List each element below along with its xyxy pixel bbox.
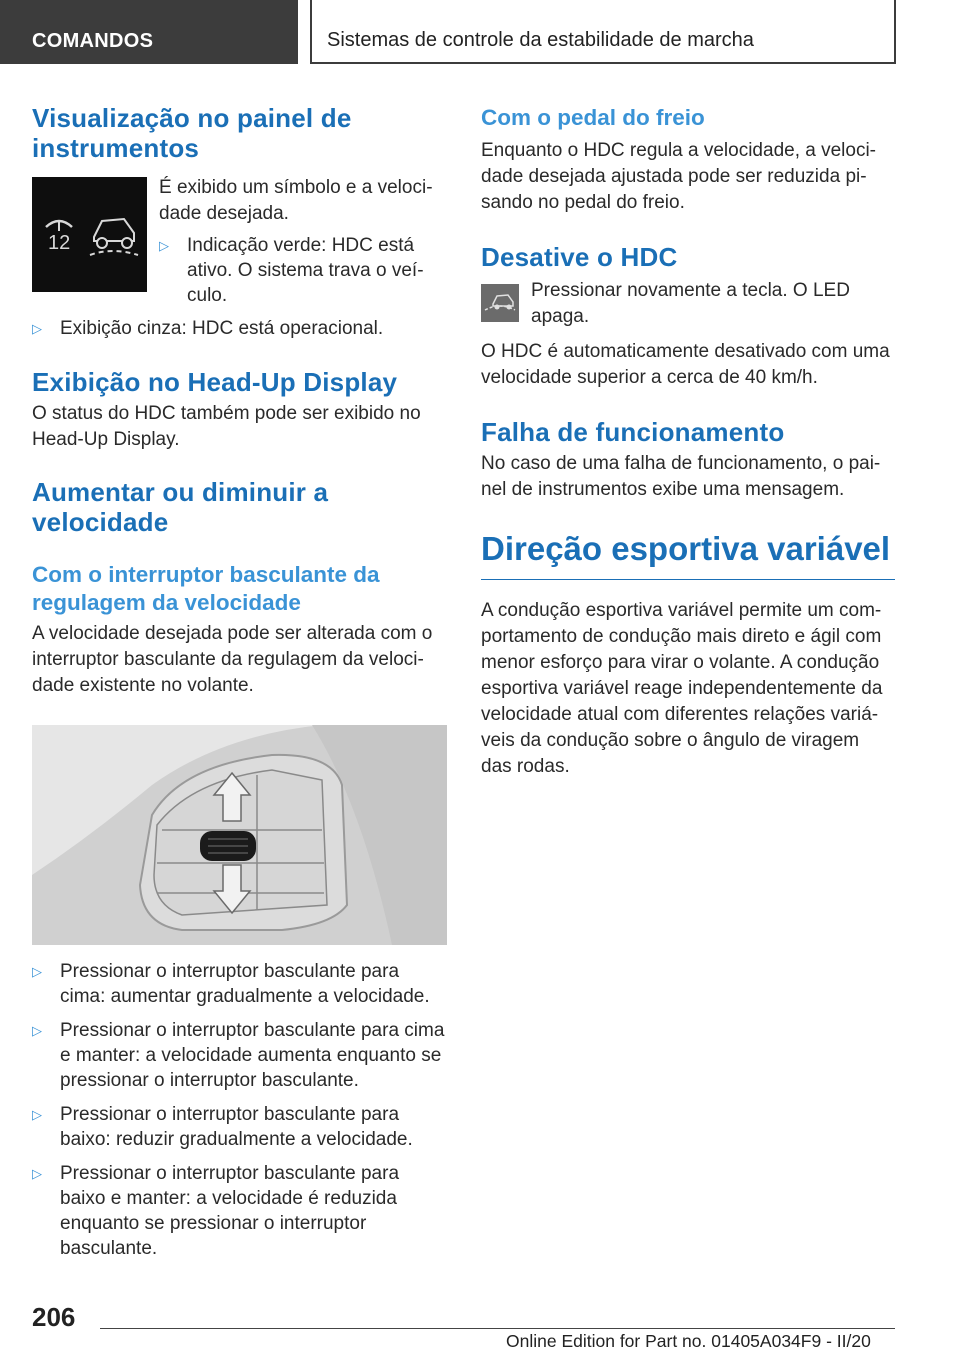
bullet-green-indicator: ▷ Indicação verde: HDC está ativo. O sistema trava o veí-culo. xyxy=(159,235,424,306)
heading-divider xyxy=(481,579,895,580)
steering-text: A condução esportiva variável permite um com-portamento de condução mais direto e ágil com menor esforço para virar o volante. A condução esportiva variável reage independentemente da velocidade atual com diferentes relações variá-veis da condução sobre o ângulo de viragem das rodas. xyxy=(481,600,883,777)
chapter-title: Sistemas de controle da estabilidade de marcha xyxy=(327,29,754,51)
footer-divider xyxy=(100,1328,895,1329)
speed-value: 12 xyxy=(48,232,71,254)
right-column xyxy=(481,100,895,780)
heading-rocker-switch: Com o interruptor basculante da regulagem da velocidade xyxy=(32,562,380,615)
heading-deactivate: Desative o HDC xyxy=(481,242,678,272)
section-tab xyxy=(0,0,298,64)
heading-instrument-display: Visualização no painel de instrumentos xyxy=(32,103,352,163)
steering-switch-photo xyxy=(32,725,447,945)
heading-variable-steering: Direção esportiva variável xyxy=(481,530,891,567)
brake-text: Enquanto o HDC regula a velocidade, a veloci-dade desejada ajustada pode ser reduzida pi-sando no pedal do freio. xyxy=(481,140,877,213)
chapter-header xyxy=(310,0,896,64)
bullet-triangle-icon: ▷ xyxy=(32,1166,42,1181)
hud-text: O status do HDC também pode ser exibido no Head-Up Display. xyxy=(32,403,421,450)
deactivate-text: Pressionar novamente a tecla. O LED apaga. xyxy=(531,280,850,327)
bullet-triangle-icon: ▷ xyxy=(32,321,42,336)
list-item: ▷ Pressionar o interruptor basculante para baixo e manter: a velocidade é reduzida enquanto se pressionar o interruptor basculante. xyxy=(32,1163,400,1259)
switch-text: A velocidade desejada pode ser alterada com o interruptor basculante da regulagem da veloci-dade existente no volante. xyxy=(32,623,433,696)
edition-info: Online Edition for Part no. 01405A034F9 - II/20 xyxy=(506,1331,871,1351)
bullet-triangle-icon: ▷ xyxy=(159,238,169,253)
hdc-instrument-icon xyxy=(32,177,147,292)
bullet-gray-indicator: ▷ Exibição cinza: HDC está operacional. xyxy=(32,318,384,339)
left-column xyxy=(32,100,447,1261)
fault-text: No caso de uma falha de funcionamento, o pai-nel de instrumentos exibe uma mensagem. xyxy=(481,453,881,500)
page-number: 206 xyxy=(32,1302,76,1332)
instrument-text: É exibido um símbolo e a veloci-dade desejada. xyxy=(159,177,433,224)
heading-fault: Falha de funcionamento xyxy=(481,417,785,447)
list-item: ▷ Pressionar o interruptor basculante para cima: aumentar gradualmente a velocidade. xyxy=(32,961,430,1007)
bullet-triangle-icon: ▷ xyxy=(32,964,42,979)
heading-speed: Aumentar ou diminuir a velocidade xyxy=(32,477,329,537)
bullet-triangle-icon: ▷ xyxy=(32,1107,42,1122)
heading-brake-pedal: Com o pedal do freio xyxy=(481,105,705,130)
heading-hud: Exibição no Head-Up Display xyxy=(32,367,398,397)
rocker-bullet-list xyxy=(32,959,447,1261)
hdc-button-icon xyxy=(481,284,519,322)
bullet-triangle-icon: ▷ xyxy=(32,1023,42,1038)
auto-deactivate-text: O HDC é automaticamente desativado com uma velocidade superior a cerca de 40 km/h. xyxy=(481,341,890,388)
list-item: ▷ Pressionar o interruptor basculante para baixo: reduzir gradualmente a velocidade. xyxy=(32,1104,413,1150)
section-label: COMANDOS xyxy=(32,30,154,52)
list-item: ▷ Pressionar o interruptor basculante para cima e manter: a velocidade aumenta enquanto se pressionar o interruptor basculante. xyxy=(32,1020,445,1091)
